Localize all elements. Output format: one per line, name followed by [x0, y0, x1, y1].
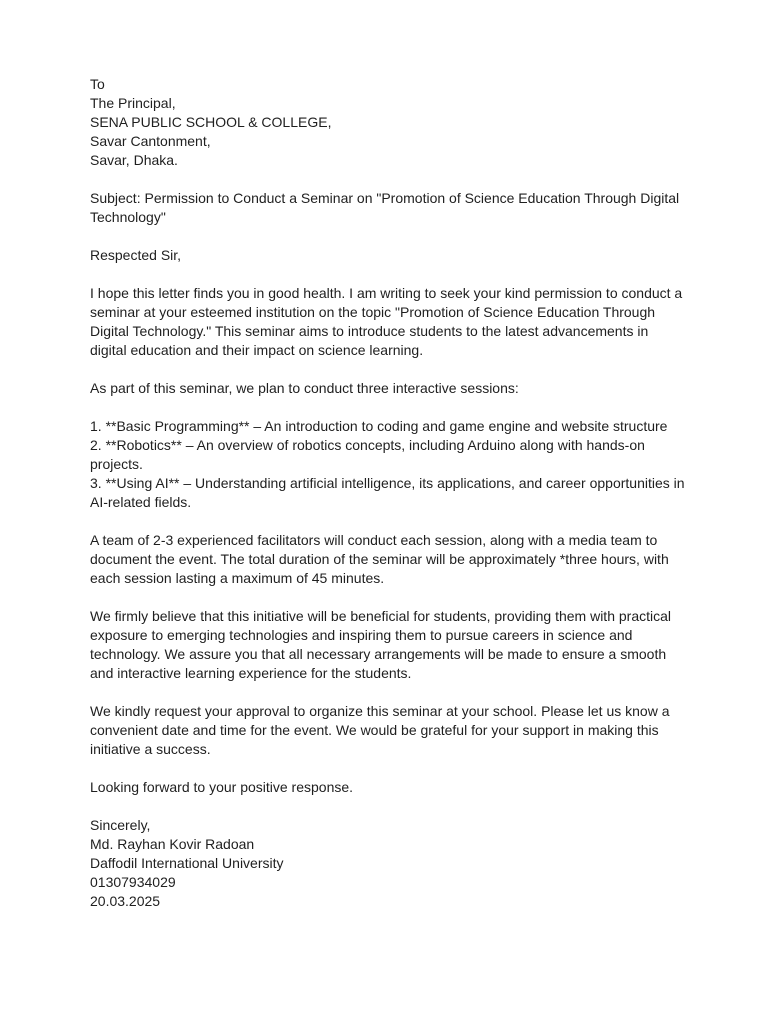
letter-page	[90, 75, 690, 911]
session-item-3-line-1: 3. **Using AI** – Understanding artificial intelligence, its applications, and career opportunities in	[90, 475, 685, 491]
sessions-list	[90, 417, 690, 512]
team-line-2: document the event. The total duration of the seminar will be approximately *three hours, with	[90, 551, 669, 567]
subject-line-1: Subject: Permission to Conduct a Seminar on "Promotion of Science Education Through Digital	[90, 190, 680, 206]
signature-university: Daffodil International University	[90, 855, 284, 871]
request-paragraph	[90, 702, 690, 759]
signature-block	[90, 816, 690, 911]
session-item-1: 1. **Basic Programming** – An introduction to coding and game engine and website structure	[90, 418, 668, 434]
session-item-2-line-2: projects.	[90, 456, 143, 472]
closing-line: Looking forward to your positive response.	[90, 779, 354, 795]
benefit-line-4: and interactive learning experience for the students.	[90, 665, 412, 681]
intro-line-4: digital education and their impact on science learning.	[90, 342, 424, 358]
subject-line	[90, 189, 690, 227]
sessions-intro	[90, 379, 690, 398]
address-city: Savar, Dhaka.	[90, 152, 178, 168]
sessions-intro-text: As part of this seminar, we plan to conduct three interactive sessions:	[90, 380, 519, 396]
address-institution: SENA PUBLIC SCHOOL & COLLEGE,	[90, 114, 332, 130]
session-item-3-line-2: AI-related fields.	[90, 494, 192, 510]
intro-paragraph	[90, 284, 690, 360]
benefit-line-2: exposure to emerging technologies and inspiring them to pursue careers in science and	[90, 627, 633, 643]
salutation	[90, 246, 690, 265]
request-line-3: initiative a success.	[90, 741, 211, 757]
intro-line-2: seminar at your esteemed institution on the topic "Promotion of Science Education Through	[90, 304, 656, 320]
intro-line-1: I hope this letter finds you in good health. I am writing to seek your kind permission to conduct a	[90, 285, 683, 301]
signature-closing: Sincerely,	[90, 817, 151, 833]
signature-phone: 01307934029	[90, 874, 176, 890]
team-paragraph	[90, 531, 690, 588]
intro-line-3: Digital Technology." This seminar aims to introduce students to the latest advancements in	[90, 323, 649, 339]
signature-date: 20.03.2025	[90, 893, 161, 909]
team-line-3: each session lasting a maximum of 45 minutes.	[90, 570, 385, 586]
address-area: Savar Cantonment,	[90, 133, 211, 149]
subject-line-2: Technology"	[90, 209, 166, 225]
salutation-text: Respected Sir,	[90, 247, 182, 263]
request-line-1: We kindly request your approval to organize this seminar at your school. Please let us know a	[90, 703, 670, 719]
signature-name: Md. Rayhan Kovir Radoan	[90, 836, 255, 852]
benefit-line-1: We firmly believe that this initiative will be beneficial for students, providing them with practical	[90, 608, 671, 624]
benefit-line-3: technology. We assure you that all necessary arrangements will be made to ensure a smooth	[90, 646, 667, 662]
request-line-2: convenient date and time for the event. We would be grateful for your support in making this	[90, 722, 659, 738]
recipient-address	[90, 75, 690, 170]
team-line-1: A team of 2-3 experienced facilitators will conduct each session, along with a media team to	[90, 532, 658, 548]
session-item-2-line-1: 2. **Robotics** – An overview of robotics concepts, including Arduino along with hands-on	[90, 437, 645, 453]
benefit-paragraph	[90, 607, 690, 683]
address-to: To	[90, 76, 105, 92]
closing-paragraph	[90, 778, 690, 797]
address-title: The Principal,	[90, 95, 176, 111]
